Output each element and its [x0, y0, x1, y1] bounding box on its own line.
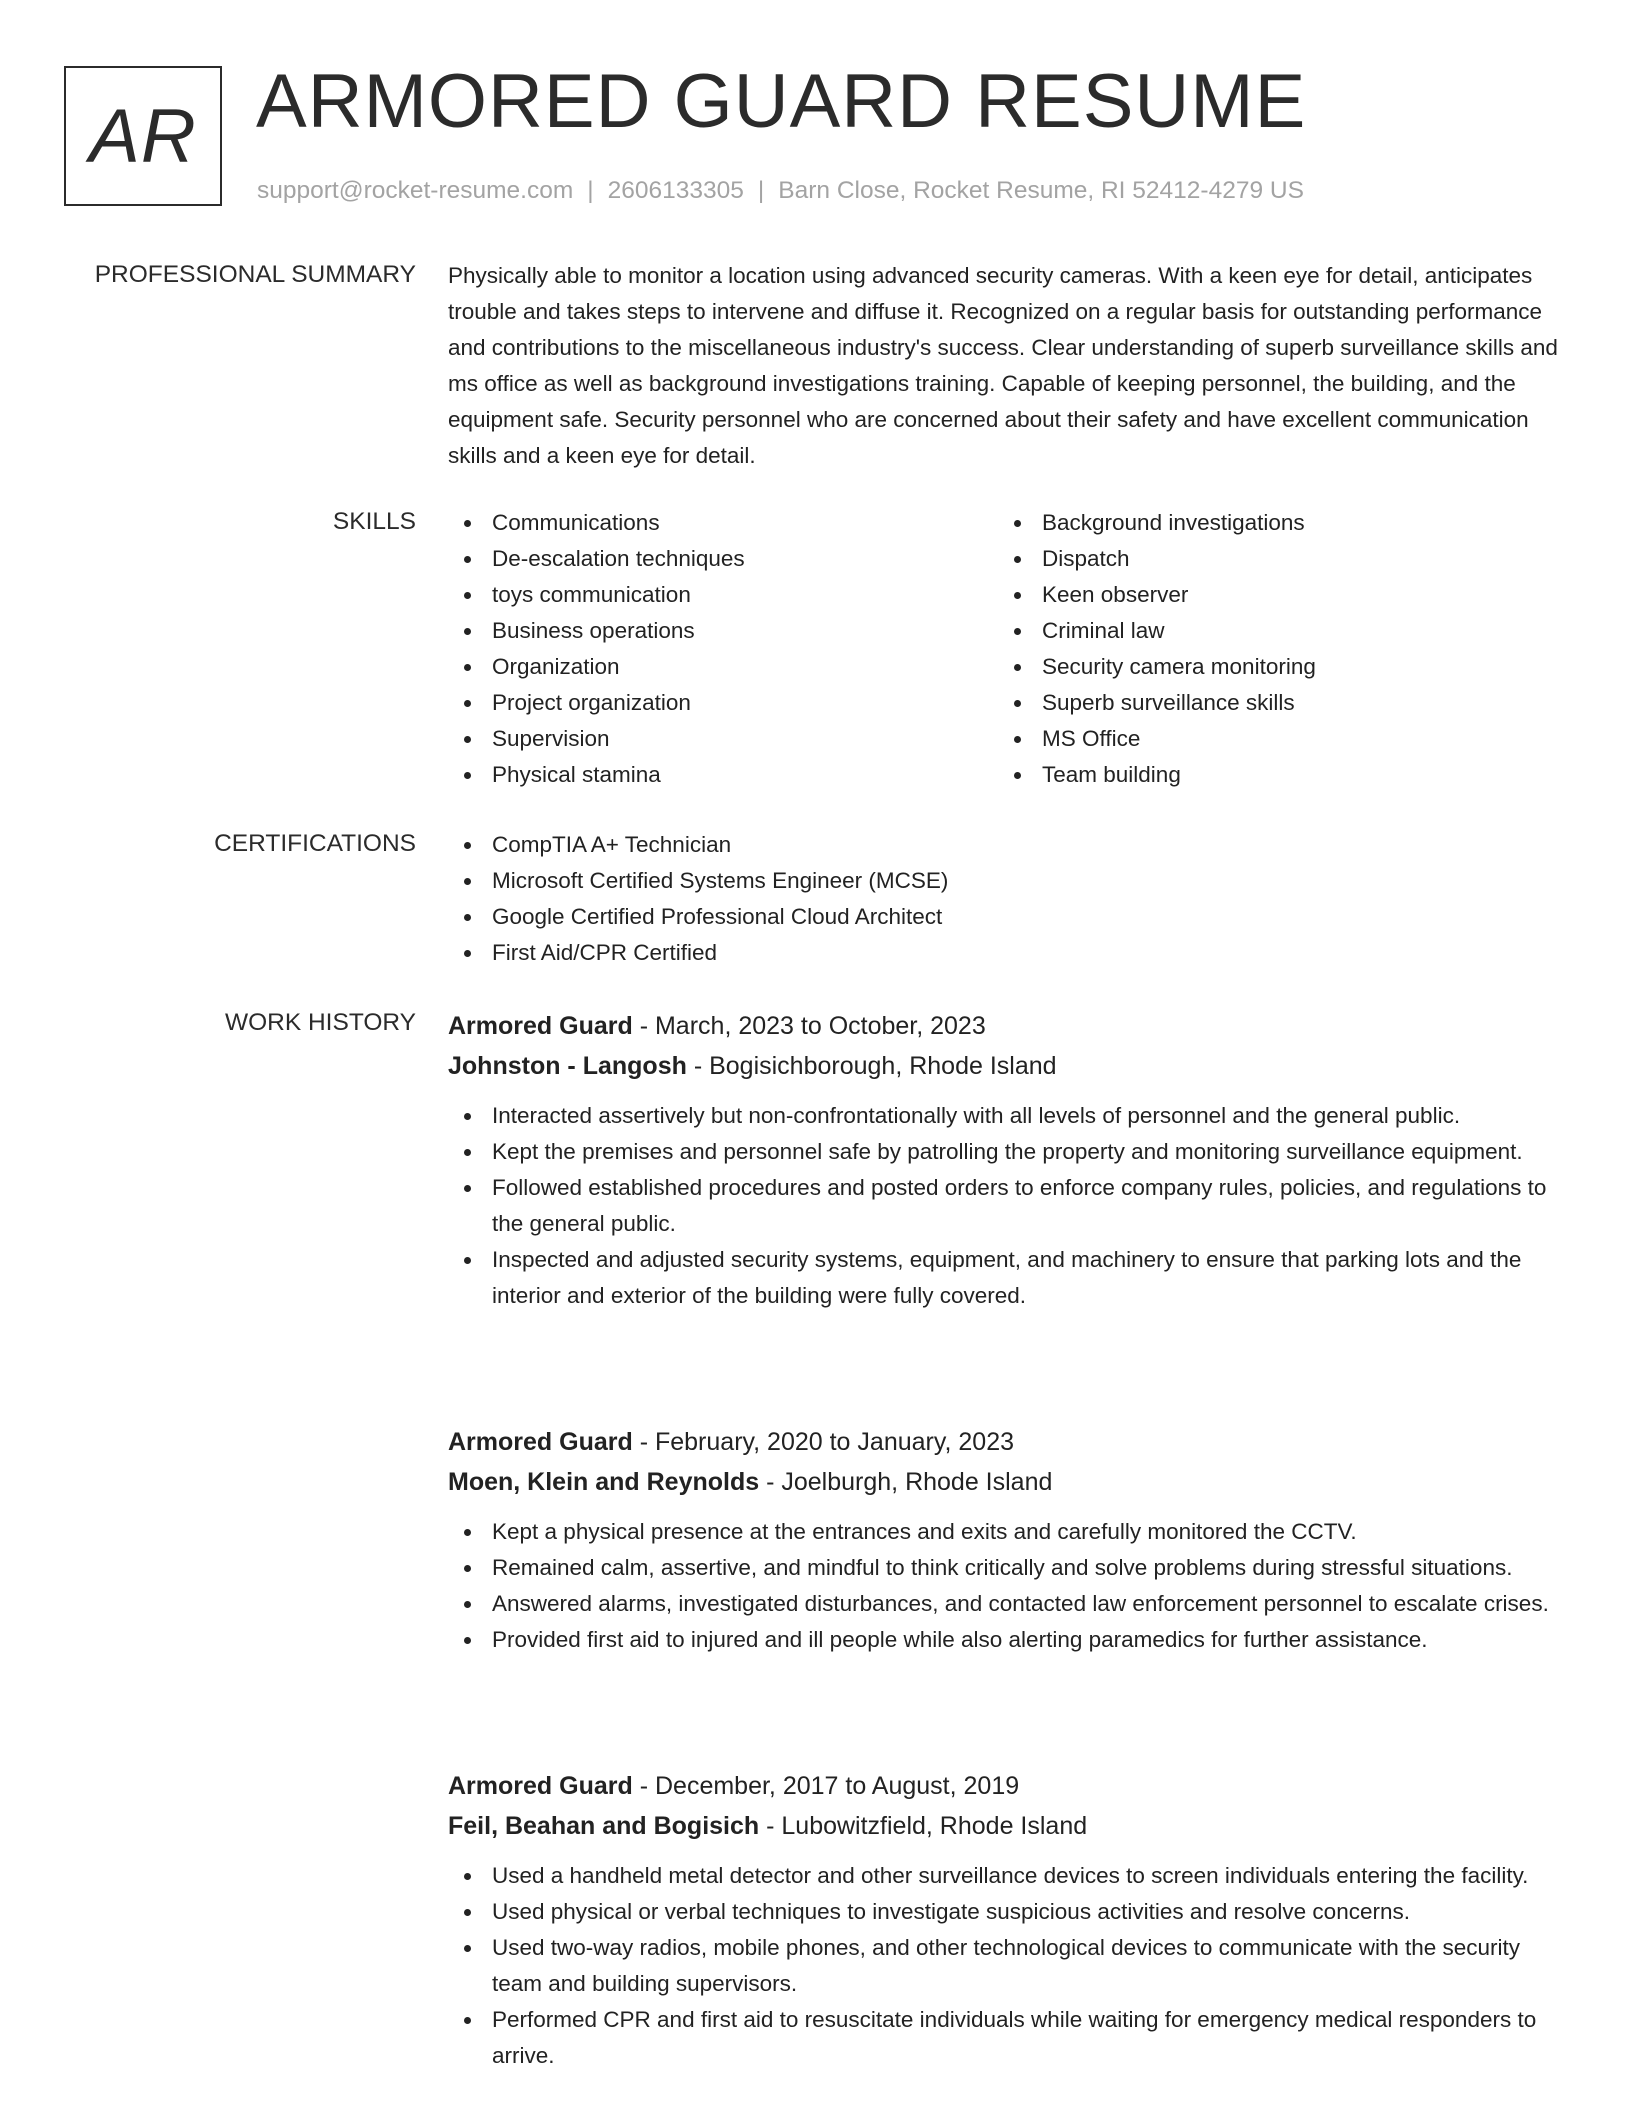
summary-text: Physically able to monitor a location using advanced security cameras. With a keen eye for detail, anticipates trouble and takes steps to intervene and diffuse it. Recognized on a regular basis for outstanding performance and contributions to the miscellaneous industry's success. Clear understanding of superb surveillance skills and ms office as well as background investigations training. Capable of keeping personnel, the building, and the equipment safe. Security personnel who are concerned about their safety and have excellent communication skills and a keen eye for detail.: [448, 263, 1558, 468]
job-dates: - February, 2020 to January, 2023: [632, 1428, 1015, 1456]
contact-email[interactable]: support@rocket-resume.com: [257, 177, 574, 204]
skill-item: Background investigations: [1042, 505, 1548, 541]
skills-column-right: [998, 505, 1548, 793]
job-duty-item: Used physical or verbal techniques to investigate suspicious activities and resolve concerns.: [492, 1894, 1558, 1930]
job-duty-item: Performed CPR and first aid to resuscitate individuals while waiting for emergency medical responders to arrive.: [492, 2002, 1558, 2074]
job-title-line: [448, 1422, 1558, 1462]
job-duties-list: [448, 1098, 1558, 1314]
skill-item: Supervision: [492, 721, 998, 757]
job-location: - Joelburgh, Rhode Island: [759, 1468, 1053, 1496]
skills-column-left: [448, 505, 998, 793]
job-title-line: [448, 1766, 1558, 1806]
job-dates: - December, 2017 to August, 2019: [632, 1772, 1020, 1800]
certifications-body: [448, 827, 1558, 971]
job-duty-item: Kept a physical presence at the entrances and exits and carefully monitored the CCTV.: [492, 1514, 1558, 1550]
skill-item: Organization: [492, 649, 998, 685]
job-duties-list: [448, 1514, 1558, 1658]
skill-item: Business operations: [492, 613, 998, 649]
job-duty-item: Used a handheld metal detector and other surveillance devices to screen individuals entering the facility.: [492, 1858, 1558, 1894]
skill-item: Criminal law: [1042, 613, 1548, 649]
summary-body: [448, 258, 1558, 474]
skill-item: Security camera monitoring: [1042, 649, 1548, 685]
contact-separator: |: [587, 177, 594, 204]
skill-item: Team building: [1042, 757, 1548, 793]
job-company: Moen, Klein and Reynolds: [448, 1468, 760, 1496]
job-company-line: [448, 1462, 1558, 1502]
job-title-line: [448, 1006, 1558, 1046]
job-duty-item: Remained calm, assertive, and mindful to think critically and solve problems during stressful situations.: [492, 1550, 1558, 1586]
job-company: Johnston - Langosh: [448, 1052, 687, 1080]
job-location: - Lubowitzfield, Rhode Island: [759, 1812, 1088, 1840]
initials-monogram: AR: [64, 66, 222, 206]
job-duty-item: Provided first aid to injured and ill people while also alerting paramedics for further assistance.: [492, 1622, 1558, 1658]
contact-phone[interactable]: 2606133305: [607, 177, 744, 204]
section-label-certifications: CERTIFICATIONS: [214, 830, 416, 857]
section-label-summary: PROFESSIONAL SUMMARY: [94, 261, 416, 288]
skill-item: Physical stamina: [492, 757, 998, 793]
job-title: Armored Guard: [448, 1428, 633, 1456]
job-duty-item: Answered alarms, investigated disturbances, and contacted law enforcement personnel to escalate crises.: [492, 1586, 1558, 1622]
job-dates: - March, 2023 to October, 2023: [632, 1012, 986, 1040]
section-label-skills: SKILLS: [332, 508, 416, 535]
job-title: Armored Guard: [448, 1012, 633, 1040]
job-duty-item: Used two-way radios, mobile phones, and other technological devices to communicate with the security team and building supervisors.: [492, 1930, 1558, 2002]
skill-item: Project organization: [492, 685, 998, 721]
skill-item: Keen observer: [1042, 577, 1548, 613]
skills-body: [448, 505, 1558, 793]
job-duty-item: Inspected and adjusted security systems, equipment, and machinery to ensure that parking lots and the interior and exterior of the building were fully covered.: [492, 1242, 1558, 1314]
job-duty-item: Followed established procedures and posted orders to enforce company rules, policies, and regulations to the general public.: [492, 1170, 1558, 1242]
certification-item: Google Certified Professional Cloud Architect: [492, 899, 1558, 935]
job-entry: [448, 1006, 1558, 1314]
skill-item: Superb surveillance skills: [1042, 685, 1548, 721]
job-location: - Bogisichborough, Rhode Island: [686, 1052, 1057, 1080]
certification-item: First Aid/CPR Certified: [492, 935, 1558, 971]
skills-list-right: [998, 505, 1548, 793]
job-duty-item: Interacted assertively but non-confrontationally with all levels of personnel and the general public.: [492, 1098, 1558, 1134]
job-entry: [448, 1422, 1558, 1658]
job-company-line: [448, 1806, 1558, 1846]
certification-item: CompTIA A+ Technician: [492, 827, 1558, 863]
section-label-work-history: WORK HISTORY: [224, 1009, 416, 1036]
resume-title: ARMORED GUARD RESUME: [256, 59, 1307, 144]
job-duty-item: Kept the premises and personnel safe by patrolling the property and monitoring surveillance equipment.: [492, 1134, 1558, 1170]
skill-item: De-escalation techniques: [492, 541, 998, 577]
certifications-list: [448, 827, 1558, 971]
job-title: Armored Guard: [448, 1772, 633, 1800]
contact-separator: |: [757, 177, 765, 204]
job-entry: [448, 1766, 1558, 2074]
skill-item: Communications: [492, 505, 998, 541]
job-company-line: [448, 1046, 1558, 1086]
skill-item: Dispatch: [1042, 541, 1548, 577]
job-duties-list: [448, 1858, 1558, 2074]
job-company: Feil, Beahan and Bogisich: [448, 1812, 760, 1840]
contact-line: [257, 174, 1304, 208]
skill-item: toys communication: [492, 577, 998, 613]
skills-grid: [448, 505, 1558, 793]
skills-list-left: [448, 505, 998, 793]
certification-item: Microsoft Certified Systems Engineer (MCSE): [492, 863, 1558, 899]
contact-address: Barn Close, Rocket Resume, RI 52412-4279 US: [778, 177, 1304, 204]
skill-item: MS Office: [1042, 721, 1548, 757]
